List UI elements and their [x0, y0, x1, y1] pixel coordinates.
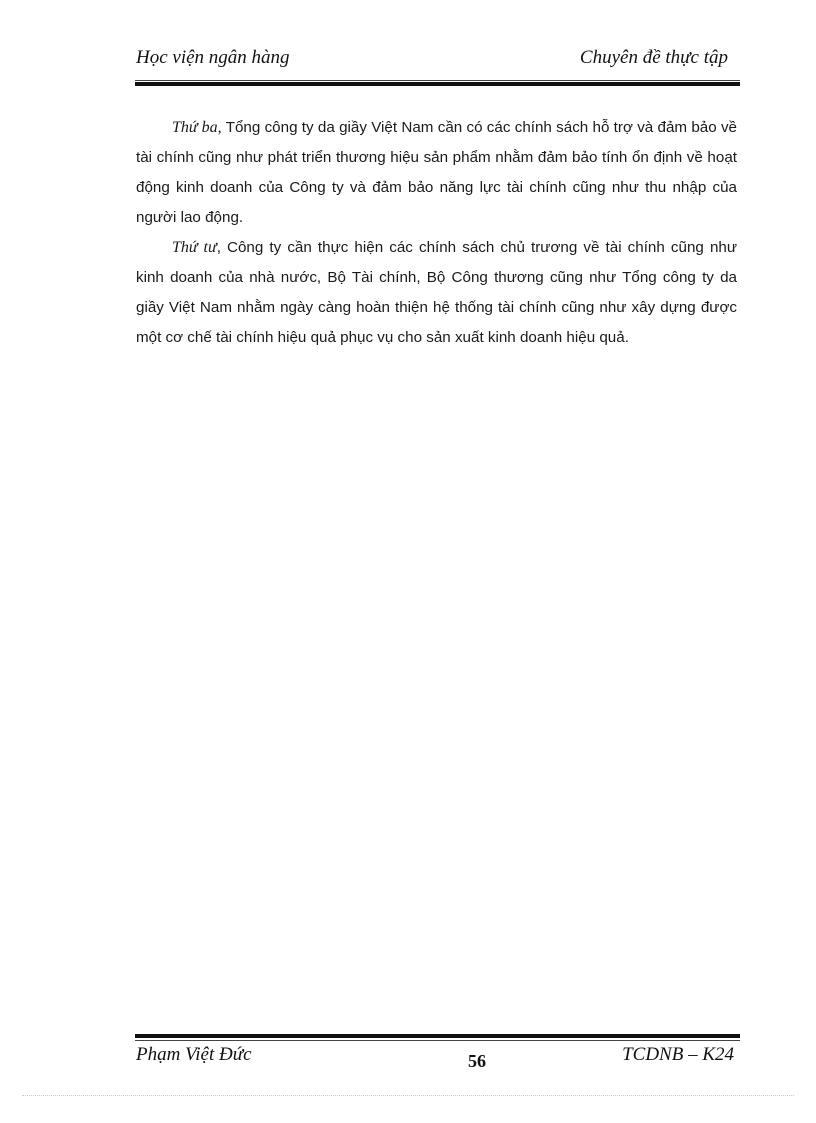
paragraph-fourth — [136, 233, 737, 353]
page-boundary-divider — [22, 1095, 794, 1096]
paragraph-content: , Công ty cần thực hiện các chính sách chủ trương về tài chính cũng như kinh doanh của nhà nước, Bộ Tài chính, Bộ Công thương cũng như Tổng công ty da giầy Việt Nam nhằm ngày càng hoàn thiện hệ thống tài chính cũng như xây dựng được một cơ chế tài chính hiệu quả phục vụ cho sản xuất kinh doanh hiệu quả. — [136, 239, 738, 346]
paragraph-lead: Thứ tư — [172, 239, 217, 256]
paragraph-content: Tổng công ty da giầy Việt Nam cần có các chính sách hỗ trợ và đảm bảo về tài chính cũng như phát triển thương hiệu sản phẩm nhằm đảm bảo tính ổn định về hoạt động kinh doanh của Công ty và đảm bảo năng lực tài chính cũng như thu nhập của người lao động. — [136, 119, 737, 226]
body-text — [136, 113, 737, 353]
footer-rule — [135, 1034, 740, 1042]
paragraph-third — [136, 113, 737, 233]
header-document-type: Chuyên đề thực tập — [579, 47, 728, 68]
header-institution: Học viện ngân hàng — [136, 47, 290, 68]
footer-class-code: TCDNB – K24 — [622, 1044, 734, 1065]
footer-author: Phạm Việt Đức — [136, 1044, 252, 1065]
header-rule — [135, 80, 740, 88]
page-number: 56 — [468, 1051, 486, 1071]
paragraph-lead: Thứ ba, — [172, 119, 222, 136]
